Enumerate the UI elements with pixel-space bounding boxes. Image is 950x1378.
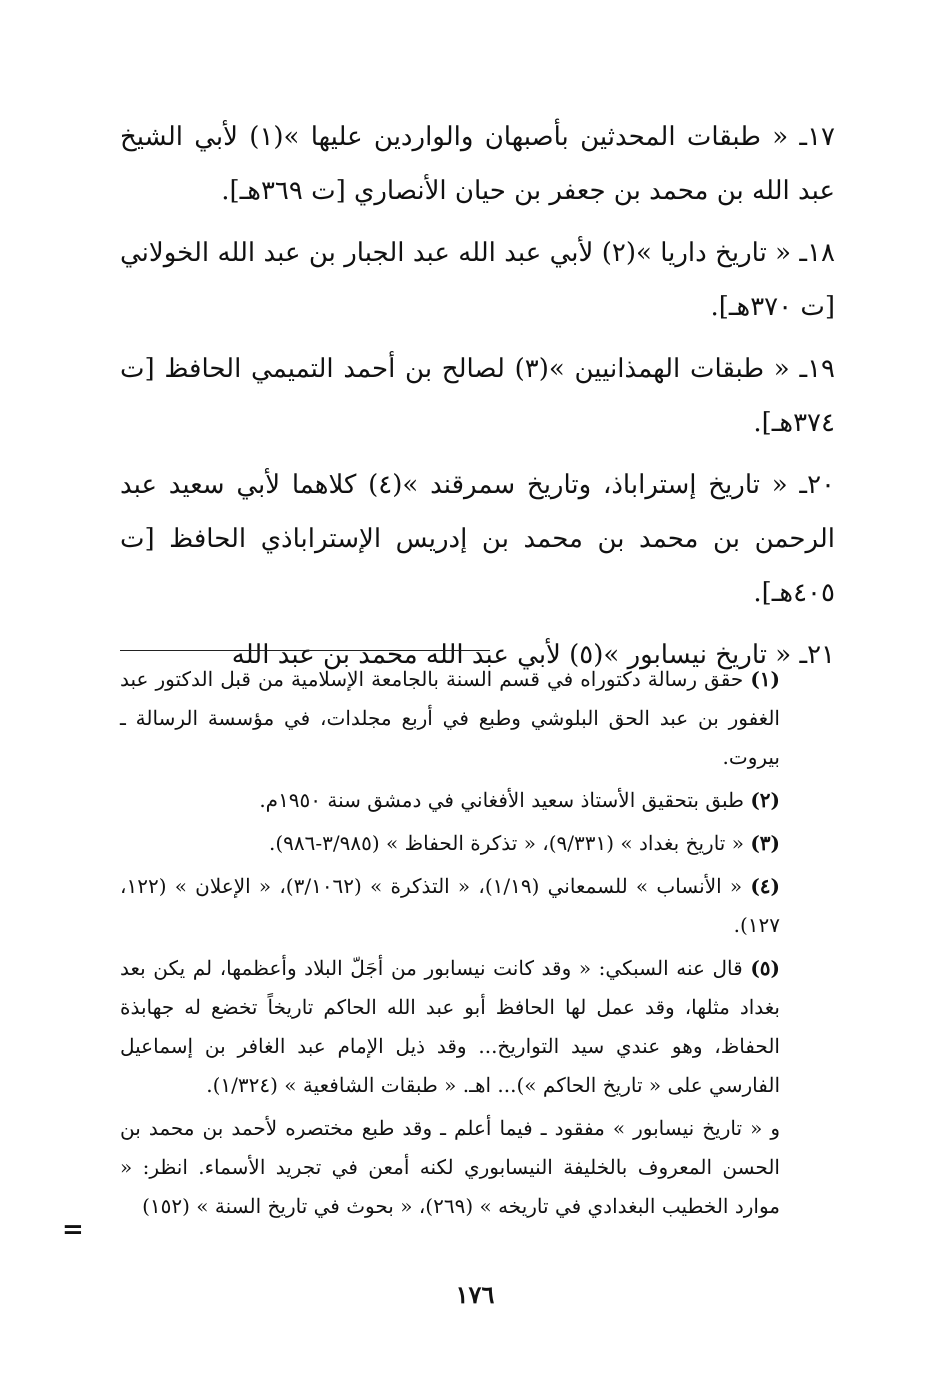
footnote-1 (120, 660, 835, 777)
footnote-2 (120, 781, 835, 820)
footnote-number: (٢) (750, 788, 780, 812)
entry-20: ٢٠ـ « تاريخ إستراباذ، وتاريخ سمرقند »(٤) كلاهما لأبي سعيد عبد الرحمن بن محمد بن محمد بن إدريس الإستراباذي الحافظ [ت ٤٠٥هـ]. (120, 470, 835, 608)
footnote-text: طبق بتحقيق الأستاذ سعيد الأفغاني في دمشق سنة ١٩٥٠م. (259, 788, 744, 812)
entry-17: ١٧ـ « طبقات المحدثين بأصبهان والواردين عليها »(١) لأبي الشيخ عبد الله بن محمد بن جعفر بن حيان الأنصاري [ت ٣٦٩هـ]. (120, 122, 835, 206)
footnote-number: (٥) (750, 956, 780, 980)
footnote-4 (120, 867, 835, 945)
footnote-text: « الأنساب » للسمعاني (١/١٩)، « التذكرة » (٣/١٠٦٢)، « الإعلان » (١٢٢، ١٢٧). (120, 874, 780, 937)
footnote-text: « تاريخ بغداد » (٩/٣٣١)، « تذكرة الحفاظ » (٣/٩٨٥-٩٨٦). (268, 831, 744, 855)
footnote-5 (120, 949, 835, 1105)
footnote-number: (٣) (750, 831, 780, 855)
footnote-3 (120, 824, 835, 863)
footnote-divider (120, 650, 490, 651)
footnote-text: قال عنه السبكي: « وقد كانت نيسابور من أجَلّ البلاد وأعظمها، لم يكن بعد بغداد مثلها، وقد عمل لها الحافظ أبو عبد الله الحاكم تاريخاً تخضع له جهابذة الحفاظ، وهو عندي سيد التواريخ... وقد ذيل الإمام عبد الغافر بن إسماعيل الفارسي على « تاريخ الحاكم »)... اهـ. « طبقات الشافعية » (١/٣٢٤). (120, 956, 780, 1097)
footnote-number: (١) (750, 667, 780, 691)
continuation-mark: = (62, 1215, 84, 1245)
entry-19: ١٩ـ « طبقات الهمذانيين »(٣) لصالح بن أحمد التميمي الحافظ [ت ٣٧٤هـ]. (120, 354, 835, 438)
footnote-5-continuation: و « تاريخ نيسابور » مفقود ـ فيما أعلم ـ وقد طبع مختصره لأحمد بن محمد بن الحسن المعروف بالخليفة النيسابوري لكنه أمعن في تجريد الأسماء. انظر: « موارد الخطيب البغدادي في تاريخه » (٢٦٩)، « بحوث في تاريخ السنة » (١٥٢) (120, 1116, 780, 1218)
footnote-number: (٤) (750, 874, 781, 898)
main-text (120, 110, 835, 690)
footnotes (120, 660, 835, 1230)
footnote-text: حقق رسالة دكتوراه في قسم السنة بالجامعة الإسلامية من قبل الدكتور عبد الغفور بن عبد الحق البلوشي وطبع في أربع مجلدات، في مؤسسة الرسالة ـ بيروت. (120, 667, 780, 769)
page-number: ١٧٦ (455, 1280, 495, 1309)
entry-21: ٢١ـ « تاريخ نيسابور »(٥) لأبي عبد الله محمد بن عبد الله (231, 640, 835, 670)
entry-18: ١٨ـ « تاريخ داريا »(٢) لأبي عبد الله عبد الجبار بن عبد الله الخولاني [ت ٣٧٠هـ]. (120, 238, 835, 322)
